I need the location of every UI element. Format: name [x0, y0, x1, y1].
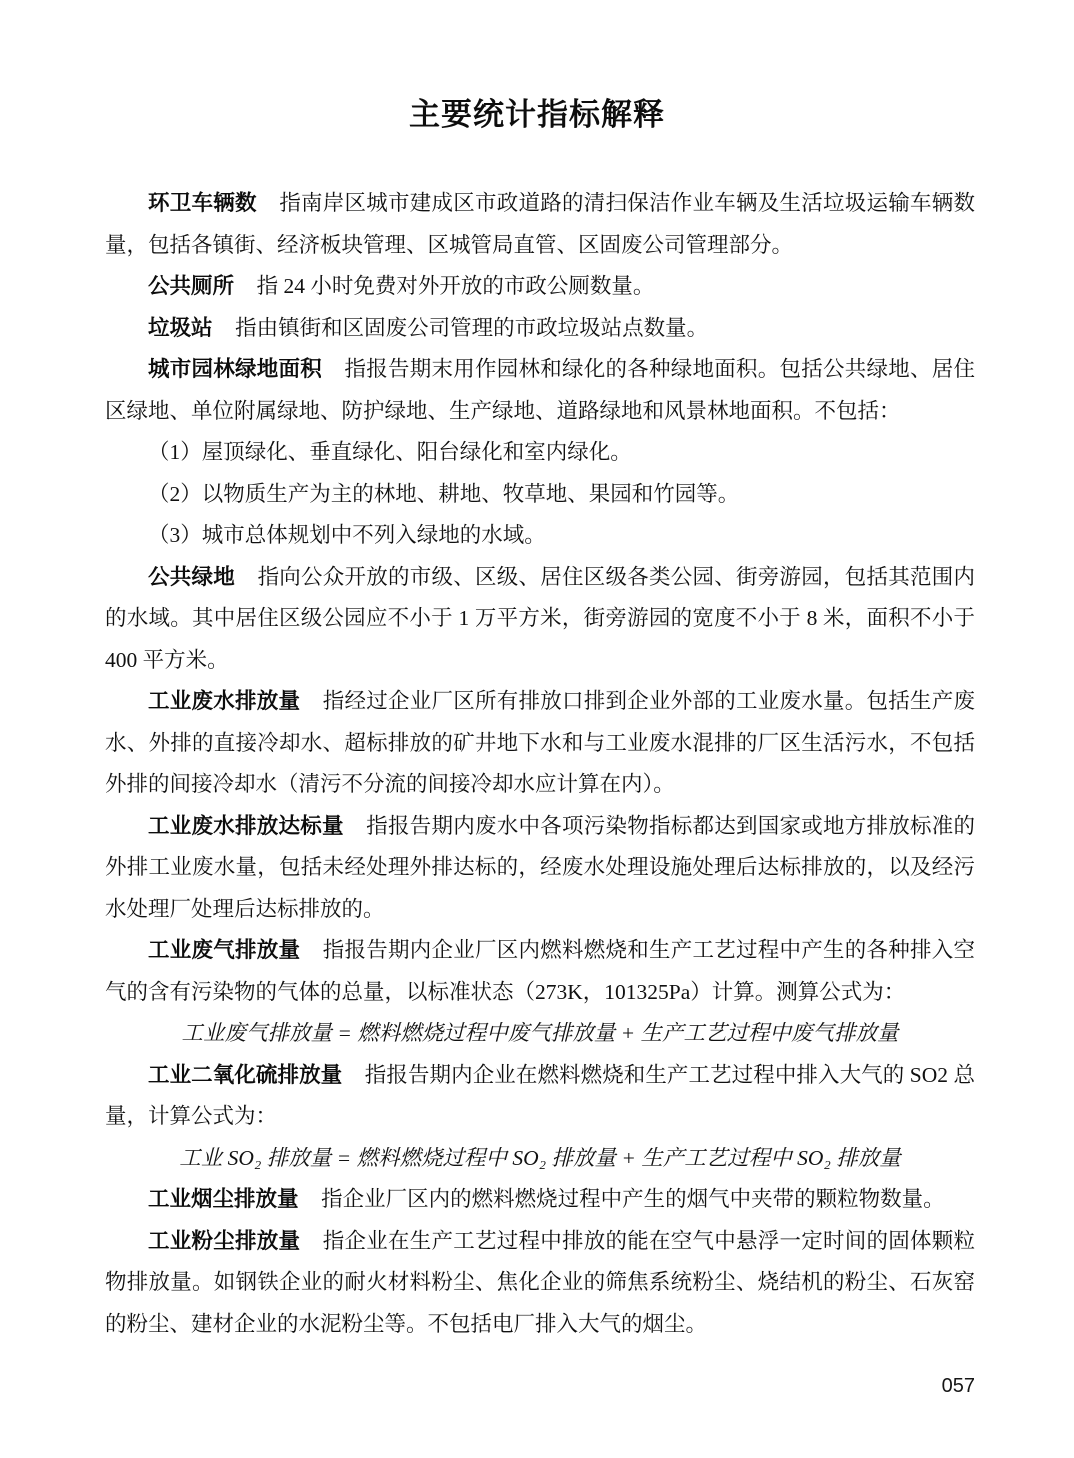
definition-paragraph [105, 557, 975, 682]
definition-paragraph [105, 681, 975, 806]
definition-text: 指企业在生产工艺过程中排放的能在空气中悬浮一定时间的固体颗粒物排放量。如钢铁企业的耐火材料粉尘、焦化企业的筛焦系统粉尘、烧结机的粉尘、石灰窑的粉尘、建材企业的水泥粉尘等。不包括电厂排入大气的烟尘。 [105, 1228, 975, 1336]
term-label: 环卫车辆数 [148, 191, 257, 215]
definition-text: 指南岸区城市建成区市政道路的清扫保洁作业车辆及生活垃圾运输车辆数量，包括各镇街、经济板块管理、区城管局直管、区固废公司管理部分。 [105, 191, 975, 257]
definition-paragraph [105, 308, 975, 350]
list-item-paragraph: （1）屋顶绿化、垂直绿化、阳台绿化和室内绿化。 [148, 440, 632, 464]
term-label: 城市园林绿地面积 [148, 357, 322, 381]
term-label: 工业粉尘排放量 [148, 1228, 301, 1253]
formula-line: 工业 SO₂ 排放量 = 燃料燃烧过程中 SO₂ 排放量 + 生产工艺过程中 SO₂ 排放量 [179, 1145, 901, 1170]
formula-line: 工业废气排放量 = 燃料燃烧过程中废气排放量 + 生产工艺过程中废气排放量 [181, 1021, 899, 1045]
definition-paragraph [105, 930, 975, 1013]
definition-text: 指报告期内企业在燃料燃烧和生产工艺过程中排入大气的 SO2 总量，计算公式为： [105, 1062, 975, 1128]
definition-paragraph [105, 349, 975, 432]
definition-text: 指报告期内废水中各项污染物指标都达到国家或地方排放标准的外排工业废水量，包括未经处理外排达标的，经废水处理设施处理后达标排放的，以及经污水处理厂处理后达标排放的。 [105, 813, 975, 921]
page-number: 057 [941, 1375, 975, 1397]
definition-text: 指企业厂区内的燃料燃烧过程中产生的烟气中夹带的颗粒物数量。 [321, 1187, 945, 1211]
term-label: 垃圾站 [148, 315, 213, 340]
definition-paragraph [105, 183, 975, 266]
definition-paragraph [105, 1221, 975, 1346]
definition-text: 指报告期内企业厂区内燃料燃烧和生产工艺过程中产生的各种排入空气的含有污染物的气体的总量，以标准状态（273K，101325Pa）计算。测算公式为： [105, 938, 975, 1004]
definition-text: 指向公众开放的市级、区级、居住区级各类公园、街旁游园，包括其范围内的水域。其中居住区级公园应不小于 1 万平方米，街旁游园的宽度不小于 8 米，面积不小于 400 平方米。 [105, 564, 975, 672]
page-title: 主要统计指标解释 [409, 97, 665, 132]
definition-text: 指 24 小时免费对外开放的市政公厕数量。 [256, 274, 655, 298]
term-label: 工业二氧化硫排放量 [148, 1062, 343, 1087]
document-body [105, 183, 975, 1345]
term-label: 工业烟尘排放量 [148, 1187, 299, 1211]
definition-paragraph [105, 1179, 975, 1221]
definition-paragraph [105, 266, 975, 308]
term-label: 工业废气排放量 [148, 938, 301, 962]
definition-text: 指由镇街和区固废公司管理的市政垃圾站点数量。 [235, 315, 709, 340]
definition-paragraph [105, 806, 975, 931]
list-item-paragraph: （3）城市总体规划中不列入绿地的水域。 [148, 523, 546, 547]
term-label: 工业废水排放量 [148, 689, 301, 713]
definition-text: 指报告期末用作园林和绿化的各种绿地面积。包括公共绿地、居住区绿地、单位附属绿地、防护绿地、生产绿地、道路绿地和风景林地面积。不包括： [105, 357, 975, 423]
list-item-paragraph: （2）以物质生产为主的林地、耕地、牧草地、果园和竹园等。 [148, 481, 740, 506]
term-label: 公共厕所 [148, 274, 235, 298]
term-label: 公共绿地 [148, 564, 235, 589]
definition-paragraph [105, 1055, 975, 1138]
term-label: 工业废水排放达标量 [148, 813, 344, 838]
definition-text: 指经过企业厂区所有排放口排到企业外部的工业废水量。包括生产废水、外排的直接冷却水、超标排放的矿井地下水和与工业废水混排的厂区生活污水，不包括外排的间接冷却水（清污不分流的间接冷却水应计算在内）。 [105, 689, 975, 796]
